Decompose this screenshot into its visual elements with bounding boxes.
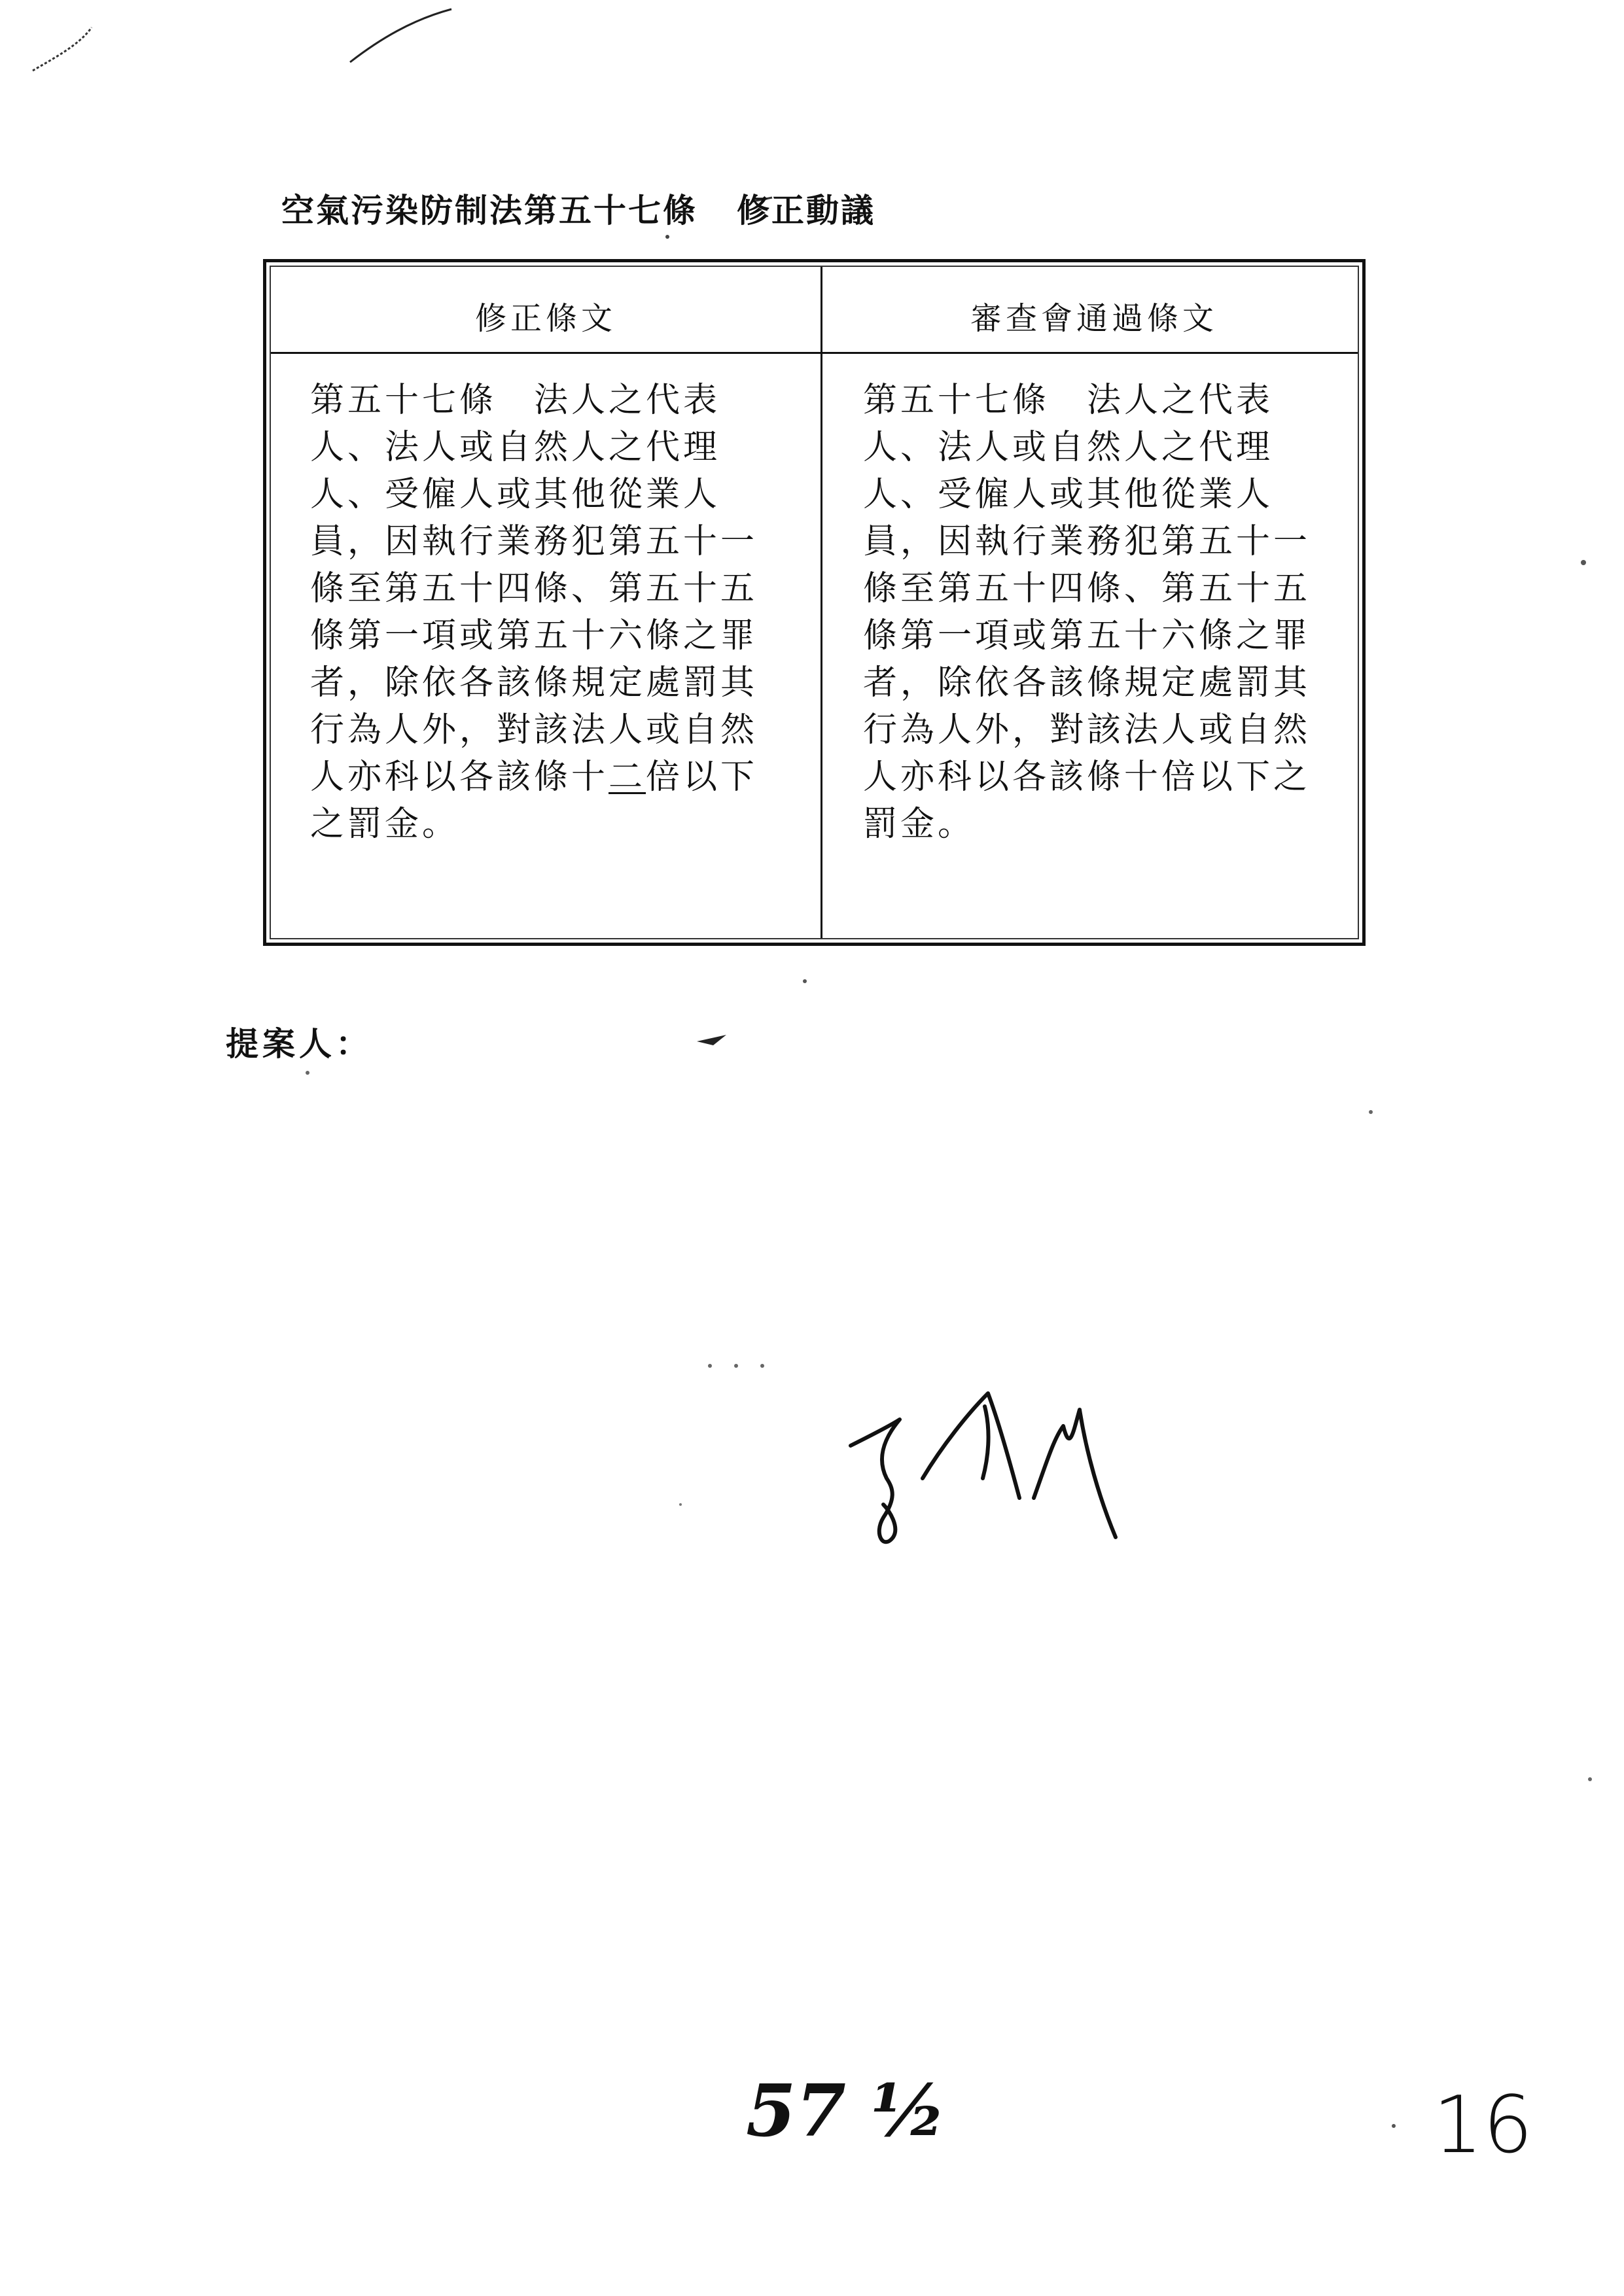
- amended-changed-text: 二: [609, 757, 646, 797]
- committee-line: 人、受僱人或其他從業人: [863, 475, 1274, 514]
- amended-line: 條至第五十四條、第五十五: [310, 569, 758, 608]
- comparison-table-inner: [270, 266, 1359, 939]
- committee-line: 條第一項或第五十六條之罪: [863, 616, 1311, 655]
- page-number: [1426, 2080, 1557, 2165]
- amended-line-part: 人亦科以各該條十: [310, 757, 609, 797]
- amended-line: 者，除依各該條規定處罰其: [310, 663, 758, 703]
- amended-line: 員，因執行業務犯第五十一: [310, 522, 758, 561]
- committee-line: 條至第五十四條、第五十五: [863, 569, 1311, 608]
- committee-article-text: [863, 377, 1341, 848]
- amended-line: 人、受僱人或其他從業人: [310, 475, 721, 514]
- amended-line: 第五十七條 法人之代表: [310, 381, 721, 420]
- amended-line-part: 倍以下: [646, 757, 758, 797]
- committee-line: 人、法人或自然人之代理: [863, 428, 1274, 467]
- column-divider: [821, 267, 822, 938]
- page-number-text: 16: [1433, 2080, 1533, 2165]
- committee-line: 行為人外，對該法人或自然: [863, 710, 1311, 750]
- amended-line: 條第一項或第五十六條之罪: [310, 616, 758, 655]
- handwritten-signature: [838, 1348, 1139, 1583]
- committee-line: 者，除依各該條規定處罰其: [863, 663, 1311, 703]
- committee-line: 員，因執行業務犯第五十一: [863, 522, 1311, 561]
- amended-line: 行為人外，對該法人或自然: [310, 710, 758, 750]
- committee-line: 第五十七條 法人之代表: [863, 381, 1274, 420]
- title-main: 空氣污染防制法第五十七條: [281, 191, 697, 230]
- proposer-label: 提案人：: [226, 1024, 372, 1063]
- amended-line: 人、法人或自然人之代理: [310, 428, 721, 467]
- right-column-header: 審查會通過條文: [970, 300, 1218, 337]
- amended-line: 之罰金。: [310, 805, 460, 844]
- amended-article-text: [310, 377, 788, 848]
- header-divider: [271, 352, 1358, 354]
- title-suffix: 修正動議: [737, 191, 875, 230]
- committee-line: 人亦科以各該條十倍以下之: [863, 757, 1311, 797]
- document-title: [281, 184, 875, 232]
- handwritten-note-text: 57 ½: [746, 2068, 947, 2153]
- amended-line-with-change: [310, 754, 788, 801]
- comparison-table: [263, 259, 1366, 946]
- left-column-header: 修正條文: [474, 300, 616, 337]
- handwritten-note: [733, 2067, 968, 2159]
- committee-line: 罰金。: [863, 805, 976, 844]
